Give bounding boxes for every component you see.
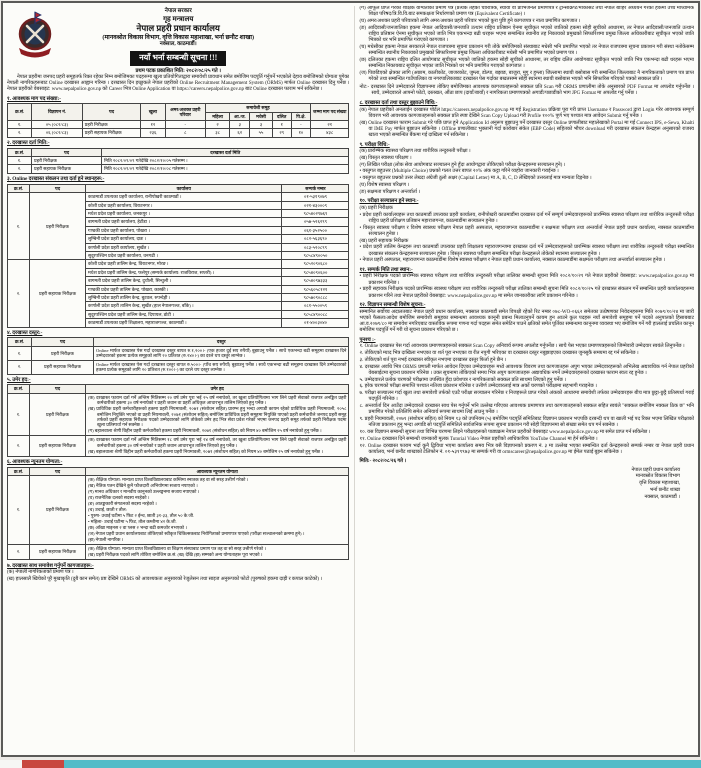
header-office-name: नेपाल प्रहरी प्रधान कार्यालय: [136, 23, 220, 34]
header-row: [8, 148, 349, 156]
section-title: २. दरखास्त दर्ता मिति:-: [7, 140, 50, 147]
cell-ad-no: ०५ (०८२/८३): [32, 121, 83, 129]
document-item: (ग) आफूले प्राप्त गरेको शैक्षिक योग्यताको प्रमाण पत्र (प्रत्येक तहको चारित्रिक, स्थायी वा प्रोभिजनल प्रमाणपत्र र ट्रान्सक्रिप्ट/मार्कसिट तथा नेपाल बाहिर अध्ययन गरेको हकमा उच्च माध्यमिक शिक्षा परिषद/त्रि.वि.वि.बाट समकक्षता निर्धारणको प्रमाण पत्र (Equivalent Certificate) ।: [359, 6, 694, 18]
col-header: क्र.सं.: [8, 148, 32, 156]
office-row: [86, 235, 348, 243]
cell-post: प्रहरी सहायक निरीक्षक: [32, 165, 102, 173]
section-title: ७. दरखास्त साथ समावेश गर्नुपर्ने कागजातहरू:-: [7, 562, 94, 569]
condition-item: (ख) बहालवाला श्रेणी विहीन प्रहरी कर्मचारीको हकमा प्रहरी नियमावली, २०७१ (संशोधन सहित) को नियम ४० बमोजिम २५ वर्ष ननाघेको हुनु पर्नेछ ।: [88, 448, 323, 454]
section-title: ९. परीक्षा विधि:-: [359, 141, 390, 148]
cell-dalit: २९: [272, 129, 291, 137]
table-row: [8, 157, 349, 165]
section-contact-date-place: [359, 267, 694, 300]
list-item: • प्रहरी सहायक निरीक्षक पदको प्रारम्भिक स्वास्थ्य परीक्षण तथा शारीरिक तन्दुरुस्ती परीक्षा तालिका सम्बन्धी सूचना मिति २०८२/१०/२५ गते दरखास्त संकलन गर्ने सम्बन्धित प्रहरी कार्यालयहरूमा प्रकाशन गरिने तथा नेपाल प्रहरीको वेबसाइट: www.nepalpolice.gov.np मा समेत जानकारीका लागि प्रकाशन गरिनेछ ।: [359, 287, 694, 299]
publish-date: प्रथम पटक प्रकाशित मिति: २०८२/०८/२५ गते ।: [135, 67, 222, 74]
cell-sn: १.: [8, 394, 30, 436]
cell-backward: १०: [291, 129, 310, 137]
postscript-item: ११. Online दरखास्त दिने सम्बन्धी जानकारी मूलक Tutorial Video नेपाल प्रहरीको आधिकारिक YouTube Channel मा हेर्न सकिनेछ ।: [359, 436, 598, 442]
office-row: [86, 294, 348, 302]
office-row: [86, 244, 348, 252]
post-group-row: [8, 193, 348, 260]
section-registration-dates: [7, 140, 349, 174]
cell-open: १२: [141, 121, 165, 129]
cell-date: मिति २०८२/०९/०९ गतेदेखि २०८२/१०/०८ गतेसम्म ।: [102, 165, 349, 173]
cell-madhesi: ५५: [250, 129, 272, 137]
cell-post: प्रहरी निरीक्षक: [82, 121, 141, 129]
header-department: (मानवश्रोत विकास विभाग, वृत्ति विकास महाशाखा, भर्ना छनौट शाखा): [102, 33, 255, 41]
col-header-qualification: आवश्यक न्यूनतम योग्यता: [196, 468, 238, 474]
table-row: [8, 121, 349, 129]
cell-phone: ९८५८४९००५०: [303, 252, 328, 258]
cell-phone: ०५७-५२६२९९: [303, 219, 327, 225]
office-row: [86, 218, 348, 226]
cell-phone: ९८५८४९००८८: [303, 311, 328, 317]
col-header-post: पद: [82, 104, 141, 121]
cell-office: कर्णाली प्रदेश प्रहरी तालिम केन्द्र, सुर्खेत (हाल नेपालगञ्ज, बाँके) ।: [86, 302, 282, 309]
list-item: (क) प्रहरी निरीक्षक: [359, 205, 393, 211]
cell-sn: २.: [8, 165, 32, 173]
header-row: [8, 104, 349, 112]
section-items: [359, 206, 694, 265]
post-group-row: [8, 394, 348, 437]
postscript-item: ८. अन्तर्वार्ता दिन आउँदा उम्मेदवारले दरखास्त साथ पेस गर्नुपर्ने भनि उल्लेख गरिएका आवश्यक प्रमाणपत्र तथा कागजातहरूको सक्कल सहित स्वयंले "सक्कल बमोजिम नक्कल ठिक छ" भनि प्रमाणित गरेको प्रतिलिपि समेत अनिवार्य रूपमा साथमा लिई आउनु पर्नेछ ।: [359, 404, 694, 416]
office-list: [86, 260, 348, 326]
cell-phone: ०१-४००३०४०: [303, 320, 327, 326]
cell-office: सुदूरपश्चिम प्रदेश प्रहरी कार्यालय, धनगढी ।: [86, 252, 282, 259]
signature-line: मानवस्रोत विकास विभाग: [635, 474, 680, 480]
cell-sn: २.: [8, 436, 30, 455]
section-title: १२. विज्ञापन सम्बन्धी विशेष सूचना:-: [359, 302, 426, 309]
document-item: (छ) दलितका हकमा राष्ट्रिय दलित आयोगबाट सूचीकृत भएको जातिको हकमा सोही सूचीको आधारमा, तर राष्ट्रिय दलित आयोगबाट सूचीकृत भएको जाति भित्र एकभन्दा बढी थरहरू भएमा सम्बन्धित निकायबाट सूचीकृत भएका जाति भित्रको थर भनि प्रमाणित गराएको कागजात ।: [359, 57, 694, 70]
col-header-sn: क्र.सं.: [8, 385, 30, 392]
age-limit-table: [7, 384, 349, 456]
col-header-inclusive-group: समावेशी समूह: [205, 104, 310, 112]
col-header-sn: क्र.सं.: [8, 468, 30, 475]
post-group-row: [8, 476, 348, 545]
list-item: (घ) विशेष स्वास्थ्य परिक्षण ।: [359, 182, 410, 188]
document-item: (ज) पिछडिएको क्षेत्रका लागि (अछाम, कालीकोट, जाजरकोट, जुम्ला, डोल्पा, बझाङ, बाजुरा, मुगु र हुम्ला) जिल्लामा स्थायी बसोबास गरी सम्बन्धित जिल्लाबाट नै नागरिकताको प्रमाण पत्र प्राप्त गरेको तथा सम्बन्धित गाउँपालिका वा नगरपालिकाबाट दरखास्त पेस गर्दाका बखतसम्म सोही स्थानमा स्थायी बसोबास भएको भनि सिफारिस गरिएको पत्रको सक्कल प्रति ।: [359, 70, 694, 83]
registration-dates-table: [7, 148, 349, 174]
table-body: [8, 394, 348, 456]
cell-sn: २.: [8, 260, 30, 326]
cell-madhesi: ३: [250, 121, 272, 129]
condition-item: (ग) बहालवाला श्रेणी विहीन प्रहरी कर्मचारीको हकमा प्रहरी नियमावली, २०७१ (संशोधन सहित) को नियम ४० बमोजिम २५ वर्ष ननाघेको हुनु पर्नेछ ।: [88, 428, 322, 434]
signature-line: नेपाल प्रहरी प्रधान कार्यालय: [631, 467, 680, 473]
cell-office: कोशी प्रदेश प्रहरी कार्यालय, विराटनगर ।: [86, 202, 282, 209]
col-subheader: दलित: [272, 112, 291, 120]
qualification-item: (घ) राजनैतिक दलको सदस्य नरहेको ।: [88, 495, 150, 501]
section-exam-method: [359, 142, 694, 196]
section-title: ८. दरखास्त दर्ता तथा दस्तुर बुझाउने विधि:-: [359, 100, 438, 107]
cell-sn: १.: [8, 476, 30, 544]
signature-line: वृत्ति विकास महाशाखा,: [639, 481, 680, 487]
strip-segment-white: [0, 760, 22, 768]
cell-office: कर्णाली प्रदेश प्रहरी कार्यालय, सुर्खेत ।: [86, 244, 282, 251]
cell-phone: ९८५४०९०६००: [303, 269, 328, 275]
header-address: नक्साल, काठमाडौं।: [159, 41, 197, 48]
office-row: [86, 311, 348, 319]
postscript-item: ६. हरेक चरणको परीक्षा समाप्ति पश्चात नतिजा प्रकाशन गरिनेछ र उत्तीर्ण उम्मेदवारलाई मात्र अर्को चरणको परीक्षामा सहभागी गराइनेछ ।: [359, 384, 597, 390]
table-row: [8, 346, 349, 360]
qualification-item: (ख) नैतिक पतन देखिने कुनै फौजदारी अभियोगमा सजाय नपाएको ।: [88, 483, 198, 489]
section-items: [359, 108, 694, 140]
strip-segment-red: [22, 760, 64, 768]
postscript-item: १०. यस विज्ञापन सम्बन्धी सूचना तथा विभिन्न चरणमा लिइने परीक्षाहरूको पाठ्यक्रम नेपाल प्रहरीको वेबसाइट www.nepalpolice.gov.np मा समेत प्राप्त गर्न सकिनेछ ।: [359, 430, 651, 436]
qualification-item: (ख) प्रहरी निरीक्षक पदको लागि तोकिए बमोजिम क्र.सं. (ख) देखि (झ) सम्मको अन्य योग्यताहरू पूरा भएको ।: [88, 552, 263, 558]
list-item: • प्रदेश प्रहरी तालिम केन्द्रहरू तथा काठमाडौं उपत्यका प्रहरी शिक्षालय महाराजगन्जमा दरखास्त दर्ता गर्ने उम्मेदवारहरूको प्रारम्भिक स्वास्थ्य परीक्षण तथा शारीरिक तन्दुरुस्ती परीक्षा सम्बन्धित दरखास्त संकलन केन्द्रहरूमा सञ्चालन हुनेछ । विस्तृत स्वास्थ्य परीक्षण सम्बन्धित परीक्षा केन्द्रहरूले तोकेको स्थानमा सञ्चालन हुनेछ ।: [359, 245, 694, 257]
cell-conditions: [86, 394, 348, 436]
note-paragraph: नोट:- दरखास्त दिने उम्मेदवारले विज्ञापनमा तोकिए बमोजिमका आवश्यक कागजातहरूको सक्कल प्रति Scan गरी ORMS प्रणालीमा तोके अनुसारको PDF Format मा अपलोड गर्नुपर्नेछ । साथै, उम्मेदवारले आफ्नो फोटो, दस्तखत, औंठा छाप (दायाँ/बायाँ) र नागरिकता प्रमाणपत्रको अगाडी/पछाडीको भाग JPG Format मा अपलोड गर्नु पर्नेछ ।: [359, 85, 694, 97]
intro-paragraph: नेपाल प्रहरीमा जनपद प्रहरी समूहतर्फ रिक्त रहेका निम्न बमोजिमका पदहरूमा खुला प्रतियोगिताद्वारा समावेशी प्रावधान समेत बमोजिम पदपूर्ति गर्नुपर्ने भएकोले देहाय बमोजिमको योग्यता पुगेका नेपाली नागरिकहरूबाट Online दरखास्त आह्वान गरिन्छ । दरखास्त दिन इच्छुकले नेपाल प्रहरीको Online Recruitment Management System (ORMS) मार्फत Online दरखास्त दिनु पर्नेछ । नेपाल प्रहरीको वेबसाइट: www.nepalpolice.gov.np को Career भित्र Online Application वा https://careers.nepalpolice.gov.np बाट Online दरखास्त फाराम भर्न सकिनेछ ।: [7, 75, 350, 93]
application-fee-table: [7, 337, 349, 374]
cell-office: गण्डकी प्रदेश प्रहरी कार्यालय, पोखरा ।: [86, 227, 282, 234]
document-list-continued: [359, 6, 694, 83]
office-row: [86, 302, 348, 310]
section-title: ५. उमेर हद:-: [7, 377, 31, 384]
document-header: [7, 6, 349, 74]
cell-office: सुदूरपश्चिम प्रदेश प्रहरी तालिम केन्द्र, दिपायल, डोटी ।: [86, 311, 282, 318]
col-subheader: आ./ज.: [230, 112, 250, 120]
col-header-post: पद: [30, 385, 86, 392]
list-item: (क) नेपाल प्रहरीको अनलाईन दरखास्त पोर्टल https://careers.nepalpolice.gov.np मा गई Registration प्रक्रिया पूरा गरी प्राप्त Username र Password द्वारा Login गरेर आवश्यक सम्पूर्ण विवरण भरी आवश्यक कागजातहरूको सक्कल प्रति स्पष्ट देखिने Scan Copy Upload गरी Profile १००% पूर्ण भए पश्चात मात्र आवेदन Submit गर्नु पर्नेछ ।: [359, 107, 694, 119]
cell-post: प्रहरी सहायक निरीक्षक: [82, 129, 141, 137]
qualification-item: (क) शैक्षिक योग्यता: मान्यता प्राप्त विश्वविद्यालय वा शिक्षण संस्थाबाट प्रमाण पत्र तह वा सो सरह उत्तीर्ण गरेको ।: [88, 546, 266, 552]
header-government: नेपाल सरकार: [164, 8, 192, 14]
document-item: (क) नेपाली नागरिकताको प्रमाण पत्र ।: [7, 569, 74, 575]
cell-sn: १.: [8, 193, 30, 259]
document-item: (घ) अमर/अशक्त प्रहरी परिवारको लागि अमर/अशक्त प्रहरी परिवार भएको कुरा पुष्टि हुने कागजपत्र र नाता प्रमाणित कागजात ।: [359, 18, 581, 24]
table-header-row: [8, 185, 348, 193]
cell-post: प्रहरी निरीक्षक: [30, 193, 86, 259]
strip-segment-teal: [64, 760, 701, 768]
office-row: [86, 252, 348, 259]
col-subheader: महिला: [205, 112, 229, 120]
col-header-ad-no: विज्ञापन नं.: [32, 104, 83, 121]
postscript-item: ९. प्रहरी नियमावली, २०७१ (संशोधन सहित) को नियम १३ को उपनियम (५) बमोजिम पदपूर्ति समितिबाट विज्ञापन प्रकाशन भएपछि दरबन्दी थप वा खाली भई पद रिक्त भएमा लिखित परीक्षाको नतिजा प्रकाशन हुनु भन्दा अगाडि सो पदपूर्ति समितिले सार्वजनिक रूपमा सूचना प्रकाशन गरी सोही विज्ञापनमा सो संख्या समेत थप गर्न सक्नेछ ।: [359, 417, 694, 429]
section-items: [359, 149, 694, 196]
cell-post: प्रहरी निरीक्षक: [32, 346, 94, 360]
cell-female: २: [205, 121, 229, 129]
post-group-row: [8, 436, 348, 455]
col-header-martyr-family: अमर/अशक्त प्रहरी परिवार: [165, 104, 205, 121]
office-row: [86, 277, 348, 285]
signature-line: भर्ना छनौट शाखा: [649, 487, 680, 493]
table-head: [8, 148, 349, 156]
section-title: पुनश्च :-: [359, 336, 376, 343]
post-group-row: [8, 260, 348, 326]
section-title: १०. परीक्षा सञ्चालन हुने स्थान:-: [359, 198, 419, 205]
section-title: ६. आवश्यक न्यूनतम योग्यता:-: [7, 459, 63, 466]
section-payment-method: [359, 100, 694, 139]
header-row: [8, 338, 349, 346]
qualification-item: (ज) नेपाल प्रहरी प्रधान कार्यालयबाट तोकिएको स्वीकृत चिकित्सकबाट निरोगिताको प्रमाणपत्र पाएको (परीक्षा सञ्चालनको क्रममा हुने) ।: [88, 531, 305, 537]
cell-phone: ९८५४०९७३३३: [303, 278, 328, 284]
cell-phone: ०१-५३१९०७९: [303, 194, 327, 200]
cell-fee: Online मार्फत दरखास्त पेस गर्दा दरखास्त दस्तुर बापत रु.५००।- (पाँच सय रुपैयाँ) बुझाउनु पर्नेछ । साथै एकभन्दा बढी समूहमा दरखास्त दिने उम्मेदवारको हकमा प्रत्येक समूहको लागि २० प्रतिशत (रु.१००।-) का दरले थप दस्तुर लाग्नेछ ।: [94, 360, 349, 374]
col-header-office: कार्यालय: [86, 185, 282, 192]
cell-ad-no: ०६ (०८२/८३): [32, 129, 83, 137]
qualification-item: (च) उचाई, छाती र तौल:: [88, 507, 127, 513]
table-body: [8, 193, 348, 327]
col-subheader: पि.क्षे.: [291, 112, 310, 120]
table-body: [8, 476, 348, 559]
cell-office: बागमती प्रदेश प्रहरी कार्यालय, हेटौंडा ।: [86, 218, 282, 225]
office-row: [86, 260, 348, 268]
cell-post: प्रहरी निरीक्षक: [30, 476, 86, 544]
section-title: ४. दरखास्त दस्तुर:-: [7, 330, 43, 337]
qualification-item: (झ) नेपाली नागरिक ।: [88, 537, 124, 543]
table-row: [8, 360, 349, 374]
condition-item: (ख) प्राविधिक प्रहरी कर्मचारीहरूको हकमा प्रहरी नियमावली, २०७१ (संशोधन सहित) प्रारम्भ हुनु भन्दा अगाडी कायम रहेको प्राविधिक प्रहरी नियमावली, २०५८ बमोजिम नियुक्ति भएको वा प्रहरी नियमावली, २०७१ (संशोधन सहित) बमोजिम प्राविधिक प्रहरी समूहमा नियुक्ति पाएको प्रहरी कर्मचारीले जनपद प्रहरी समूह तर्फको प्रहरी सहायक निरीक्षक पदको उम्मेदवारको लागि तोकेको उमेर हद भित्र सेवा प्रवेश गरेको भएमा जनपद प्रहरी समूह तर्फको प्रहरी निरीक्षक पदमा खुला प्रतिस्पर्धा गर्न सक्नेछ ।: [88, 406, 347, 428]
cell-office: कोशी प्रदेश प्रहरी तालिम केन्द्र, विराटनगर, मोरङ ।: [86, 260, 282, 267]
list-item: • वस्तुगत बहुउत्तर प्रश्नको उत्तर लेख्दा अंग्रेजी ठूलो अक्षर (Capital Letter) मा A, B, C, D लेखिएको उत्तरलाई मात्र मान्यता दिइनेछ ।: [359, 176, 592, 182]
col-header: पद: [32, 148, 102, 156]
section-collection-centers: [7, 176, 349, 327]
col-header-post: पद: [30, 468, 86, 475]
cell-office: मधेश प्रदेश प्रहरी तालिम केन्द्र, फत्तेपुर (सम्पर्क कार्यालय: राजविराज, सप्तरी) ।: [86, 269, 282, 276]
office-row: [86, 202, 348, 210]
cell-martyr: ८: [165, 129, 205, 137]
qualification-item: (क) शैक्षिक योग्यता: मान्यता प्राप्त विश्वविद्यालयबाट कम्तिमा स्नातक तह वा सो सरह उत्तीर्ण गरेको ।: [88, 477, 249, 483]
cell-total: ४३८: [311, 129, 349, 137]
col-header: दस्तुर: [94, 338, 349, 346]
table-header-row: [8, 385, 348, 393]
document-item: (ख) हालसालै खिचेको पूरै मुखाकृति (दुबै कान समेत) प्रष्ट देखिने ORMS को आवश्यकता अनुसारको रेजुलेसन तथा साइज अनुरूपको फोटो (पुरुषको हकमा दाह्री र कपाल काटेको) ।: [7, 576, 323, 582]
cell-phone: ०२१-४३०००९: [303, 202, 327, 208]
list-item: (क) प्रारम्भिक स्वास्थ्य परिक्षण तथा शारीरिक तन्दुरुस्ती परीक्षा ।: [359, 149, 471, 154]
col-header-phone: सम्पर्क नम्बर: [305, 185, 326, 191]
cell-phone: ९८५४०२९७६९: [303, 210, 328, 216]
cell-open: २३६: [141, 129, 165, 137]
section-required-documents: [7, 563, 349, 583]
qualification-item: (ङ) आतङ्ककारी संगठनको सदस्य नरहेको ।: [88, 501, 157, 507]
postscript-item: ५. उम्मेदवारले प्रत्येक चरणको परीक्षामा उपस्थित हुँदा प्रवेशपत्र र नागरिकताको सक्कल प्रति साथमा लिएको हुनु पर्नेछ ।: [359, 377, 566, 383]
office-row: [86, 286, 348, 294]
col-header-age: उमेर हद: [210, 386, 224, 392]
cell-sn: २.: [8, 129, 32, 137]
col-header-total: जम्मा माग पद संख्या: [311, 104, 349, 121]
section-title: ११. सम्पर्क मिति तथा स्थान:-: [359, 266, 413, 273]
right-column: [354, 6, 694, 752]
office-row: [86, 193, 348, 201]
qualification-item: (ग) मानव अधिकार र मानवीय कानुनको उल्लङ्घनमा सजाय नपाएको ।: [88, 489, 200, 495]
nepal-police-emblem-icon: [13, 8, 57, 62]
cell-female: ३८: [205, 129, 229, 137]
cell-post: प्रहरी निरीक्षक: [32, 157, 102, 165]
cell-phone: ०८३-५२०८९९: [303, 244, 327, 250]
table-head: [8, 338, 349, 346]
cell-phone: ०८२-५६३६९०: [303, 236, 327, 242]
office-row: [86, 319, 348, 326]
cell-adibasi: ३: [230, 121, 250, 129]
recruitment-notice-page: [1, 1, 700, 757]
cell-office: लुम्बिनी प्रदेश प्रहरी कार्यालय, दाङ ।: [86, 235, 282, 242]
col-subheader: मधेसी: [250, 112, 272, 120]
table-body: [8, 346, 349, 374]
collection-centers-table: [7, 184, 349, 328]
cell-office: लुम्बिनी प्रदेश प्रहरी तालिम केन्द्र, बुटवल, रुपन्देही ।: [86, 294, 282, 301]
section-exam-locations: [359, 198, 694, 264]
list-item: • प्रदेश प्रहरी कार्यालयहरू तथा काठमाडौं उपत्यका प्रहरी कार्यालय, रानीपोखरी काठमाडौंमा दरखास्त दर्ता गर्ने सम्पूर्ण उम्मेदवारहरूको प्रारम्भिक स्वास्थ्य परिक्षण तथा शारीरिक तन्दुरुस्ती परीक्षा राष्ट्रिय प्रहरी प्रशिक्षण प्रतिष्ठान महाराजगन्ज, काठमाडौंमा सञ्चालन हुनेछ ।: [359, 212, 694, 224]
post-group-row: [8, 545, 348, 559]
cell-office: बागमती प्रदेश प्रहरी तालिम केन्द्र, दुधौली, सिन्धुली ।: [86, 277, 282, 284]
col-header: दरखास्त दर्ता मिति: [102, 148, 349, 156]
section-postscript: [359, 337, 694, 456]
document-item: (ङ) आदिवासी/जनजातिका हकमा नेपाल आदिवासी/जनजाति उत्थान राष्ट्रिय प्रतिष्ठान ऐनमा सूचीकृत भएको जातिको हकमा सोही सूचीको आधारमा, तर नेपाल आदिवासी/जनजाति उत्थान राष्ट्रिय प्रतिष्ठान ऐनमा सूचीकृत भएको जाति भित्र एकभन्दा बढी थरहरू भएमा सम्बन्धित स्थानीय तह निकायको प्रमुखको सिफारिशमा प्रमुख जिल्ला अधिकारीबाट सूचीकृत भएको जाति भित्रको थर भनि प्रमाणित गराएको कागजात ।: [359, 25, 694, 44]
signature-block: [359, 468, 694, 501]
list-item: • प्रहरी निरीक्षक पदको प्रारम्भिक स्वास्थ्य परीक्षण तथा शारीरिक तन्दुरुस्ती परीक्षा तालिका सम्बन्धी सूचना मिति २०८२/१०/२१ गते नेपाल प्रहरीको वेबसाइट: www.nepalpolice.gov.np मा प्रकाशन गरिनेछ ।: [359, 274, 694, 286]
cell-qualifications: [86, 476, 348, 544]
col-header-open: खुला: [141, 104, 165, 121]
signature-line: नक्साल, काठमाडौं ।: [644, 494, 680, 500]
qualification-item: • महिला- उचाई घटीमा ५ फिट, तौल कम्तीमा ४२ के.जी.: [88, 519, 177, 525]
list-item: (ख) प्रहरी सहायक निरीक्षक: [359, 238, 409, 244]
header-ministry: गृह मन्त्रालय: [163, 14, 194, 23]
table-body: [8, 121, 349, 138]
cell-phone: ९८५६०५८१२१: [303, 286, 328, 292]
document-list-left: [7, 570, 349, 583]
cell-phone: ०८१-५५००५९: [303, 303, 327, 309]
minimum-qualification-table: [7, 467, 349, 560]
cell-qualifications: [86, 545, 348, 559]
list-item: • वस्तुगत बहुउत्तर (Multiple Choice) प्रश्नको गलत उत्तर बापत २०% अंक कट्टा गरिने व्यहोरा जानकारी गराईन्छ ।: [359, 169, 559, 175]
list-item: • विस्तृत स्वास्थ्य परीक्षण र विशेष स्वास्थ्य परीक्षण नेपाल प्रहरी अस्पताल, महाराजगन्ज काठमाडौंमा र सक्षमता परीक्षण तथा अन्तर्वार्ता नेपाल प्रहरी प्रधान कार्यालय, नक्साल काठमाडौंमा सञ्चालन हुनेछ ।: [359, 225, 694, 237]
section-title: ३. Online दरखास्त संकलन तथा दर्ता हुने स्थानहरू:-: [7, 176, 105, 183]
section-items: [359, 274, 694, 299]
postscript-item: ४. दरखास्त अवधि भित्र ORMS प्रणाली मार्फत आवेदन दिएका उम्मेदवारहरू मध्ये आवश्यक विवरण तथा कागजातहरू अपुग भएका उम्मेदवारहरूको अभिलेख अद्यावधिक गर्न नेपाल प्रहरीको वेबसाईटमा सूचना प्रकाशन गरिनेछ । उक्त सूचनामा तोकिएको समय भित्र अपुग कागजातहरू अद्यावधिक नगर्ने उम्मेदवारहरूको दरखास्त फाराम स्वतः रद्द हुनेछ ।: [359, 364, 694, 376]
postscript-item: १. Online दरखास्त पेस गर्दा आवश्यक प्रमाणपत्रहरूको सक्कल Scan Copy अनिवार्य रूपमा अपलोड गर्नुपर्नेछ । साथै पेस भएका प्रमाणपत्रहरूको जिम्मेवारी उम्मेदवार स्वयंले लिनुपर्नेछ ।: [359, 344, 685, 350]
cell-sn: १.: [8, 157, 32, 165]
cell-sn: १.: [8, 346, 32, 360]
section-special-notice: [359, 302, 694, 334]
qualification-item: (छ) आँखा माइनस २ वा प्लस २ भन्दा बढी कमजोर नभएको ।: [88, 525, 187, 531]
cell-sn: २.: [8, 360, 32, 374]
table-row: [8, 129, 349, 137]
special-notice-text: सम्मानित सर्वोच्च अदालतबाट नेपाल प्रहरी प्रधान कार्यालय, नक्साल काठमाडौं समेत विपक्षी रहेको रिट नम्बर ०७८-WO-०६६२ समेतका उत्प्रेषणका निवेदनहरूमा मिति २०७९/१०/२४ मा जारी भएको फैसला/आदेश बमोजिम समावेशी समूहका सम्बन्धमा आवश्यक कानूनी प्रबन्ध मिलाउनुपर्ने कायम हुन आउने कुल पदहरू नयाँ समावेशी समूहमा पर्ने पदको अनुपातको हिसाबबाट आ.व.२०७९/८० मा समावेश नगरिएबाट वास्तविक रूपमा गणना गर्दा पदहरू समेत समेटिन पाउने क्षतिको समेत पूर्तिका सम्बन्धमा कानूनमा व्यवस्था भए बमोजिम गर्ने गरी हाललाई प्रचलित कानून बमोजिम पदपूर्ति गर्ने गरी यो सूचना प्रकाशन गरिएको छ ।: [359, 309, 694, 334]
table-row: [8, 165, 349, 173]
cell-conditions: [86, 436, 348, 455]
list-item: • नेपाल प्रहरी अस्पताल, महाराजगन्ज काठमाडौंमा विशेष स्वास्थ्य परीक्षण र नेपाल प्रहरी प्रधान कार्यालय, नक्साल काठमाडौंमा सक्षमता परीक्षण तथा अन्तर्वार्ता सञ्चालन हुनेछ ।: [359, 258, 665, 264]
postscript-item: १२. Online दरखास्त फाराम भर्दा कुनै द्विविधा भएमा कार्यालय समय भित्र यसै विज्ञापनको प्रकरण नं. ३ मा उल्लेख भएका सम्बन्धित दर्ता केन्द्रहरूको सम्पर्क नम्बर वा नेपाल प्रहरी प्रधान कार्यालय, भर्ना छनौट शाखाको टेलिफोन नं. ०१-५३१९९७३ मा सम्पर्क गरी वा ormscareer@nepalpolice.gov.np मा ईमेल पठाई बुझ्न सकिनेछ ।: [359, 443, 694, 455]
cell-dalit: १: [272, 121, 291, 129]
section-application-fee: [7, 330, 349, 374]
cell-office: काठमाडौं उपत्यका प्रहरी शिक्षालय, महाराजगञ्ज, काठमाडौं ।: [86, 319, 282, 326]
cell-backward: -: [291, 121, 310, 129]
cell-adibasi: ६२: [230, 129, 250, 137]
list-item: (ङ) सक्षमता परिक्षण र अन्तर्वार्ता ।: [359, 189, 421, 195]
cell-sn: १.: [8, 121, 32, 129]
cell-office: काठमाडौं उपत्यका प्रहरी कार्यालय, रानीपोखरी काठमाडौं ।: [86, 193, 282, 200]
cell-phone: ०६१-३५२५००: [303, 227, 327, 233]
bottom-strip: [0, 760, 701, 768]
list-item: (ख) विस्तृत स्वास्थ्य परिक्षण ।: [359, 155, 412, 161]
office-row: [86, 269, 348, 277]
section-age-limit: [7, 377, 349, 457]
list-item: (ग) लिखित परीक्षा (लोक सेवा आयोगबाट सञ्चालन हुने हुँदा आयोगद्वारा तोकिएको परीक्षा केन्द्रहरूमा सञ्चालन हुने) ।: [359, 162, 566, 168]
postscript-items: [359, 344, 694, 456]
office-row: [86, 227, 348, 235]
condition-item: (क) दरखास्त फाराम दर्ता गर्ने अन्तिम मितिसम्म १८ वर्ष उमेर पूरा भई २४ वर्ष ननाघेको, तर खुला प्रतियोगितामा भाग लिने प्रहरी सेवाको राजपत्र अनङ्कित प्रहरी कर्मचारीको हकमा ३० वर्ष ननाघेको र प्रहरी जवान आधारभूत तालिम लिएको हुनु पर्नेछ ।: [88, 437, 347, 448]
section-title: १. आवश्यक माग पद संख्या:-: [7, 95, 61, 102]
cell-post: प्रहरी सहायक निरीक्षक: [30, 436, 86, 455]
qualification-item: • पुरुष- उचाई घटीमा ५ फिट २ ईन्च, छाती ३१-३३, तौल ५० के.जी.: [88, 513, 195, 519]
cell-fee: Online मार्फत दरखास्त पेस गर्दा दरखास्त दस्तुर बापत रु.१,२००।- (एक हजार दुई सय रुपैयाँ) बुझाउनु पर्नेछ । साथै एकभन्दा बढी समूहमा दरखास्त दिने उम्मेदवारको हकमा प्रत्येक समूहको लागि २० प्रतिशत (रु.२४०।-) का दरले थप दस्तुर लाग्नेछ ।: [94, 346, 349, 360]
notice-date: मिति:- २०८२/०८/२६ गते ।: [359, 458, 407, 464]
col-header: क्र.सं.: [8, 338, 32, 346]
col-header: पद: [32, 338, 94, 346]
cell-post: प्रहरी सहायक निरीक्षक: [30, 260, 86, 326]
postscript-item: ७. परीक्षा सञ्चालन गर्दा खुला तथा समावेशी तर्फको एउटै परीक्षा सञ्चालन गरिनेछ र निजहरूले प्राप्त गरेको अंकको आधारमा समावेशी तर्फका उम्मेदवारहरू बीच मात्र छुट्टा-छुट्टै प्रतिस्पर्धा गराई पदपूर्ति गरिनेछ ।: [359, 391, 694, 403]
col-header-sn: क्र.सं.: [8, 104, 32, 121]
cell-post: प्रहरी सहायक निरीक्षक: [32, 360, 94, 374]
notice-title-banner: नयाँ भर्ना सम्बन्धी सूचना !!!: [130, 51, 226, 66]
cell-martyr: -: [165, 121, 205, 129]
cell-office: गण्डकी प्रदेश प्रहरी तालिम केन्द्र, पोखरा, कास्की ।: [86, 286, 282, 293]
postscript-item: ३. तोकिएको शर्त पूरा नभई दरखास्त स्वीकृत नभएमा दरखास्त दस्तुर फिर्ता हुने छैन ।: [359, 357, 507, 363]
left-column: [7, 6, 349, 752]
table-body: [8, 157, 349, 174]
cell-post: प्रहरी निरीक्षक: [30, 394, 86, 436]
section-minimum-qualification: [7, 459, 349, 560]
cell-total: २१: [311, 121, 349, 129]
required-posts-table: [7, 103, 349, 138]
cell-post: प्रहरी सहायक निरीक्षक: [30, 545, 86, 559]
postscript-item: २. तोकिएको म्याद भित्र दाखिला नभएका वा शर्त पूरा नभएका वा रीत नपुगी भरिएका वा दरखास्त दस्तुर नबुझाइएका दरखास्त जुनसुकै समयमा रद्द गर्न सकिनेछ ।: [359, 351, 639, 357]
table-header-row: [8, 468, 348, 476]
col-header-post: पद: [30, 185, 86, 192]
cell-phone: ९८५२०९०६८०: [303, 261, 328, 267]
cell-date: मिति २०८२/०९/०९ गतेदेखि २०८२/१०/०५ गतेसम्म ।: [102, 157, 349, 165]
section-required-posts: [7, 96, 349, 138]
list-item: (ख) Online दरखास्त फाराम Submit गरे पछि प्राप्त हुने Application Id अनुरूप बुझाउनु पर्ने दरखास्त दस्तुर Online प्रणालीबाट महालेखाको Portal मा गई Connect IPS, e-Sewa, Khalti वा IME Pay मार्फत बुझाउन सकिनेछ । Offline प्रणालीबाट भुक्तानी गर्दा कारोबार संकेत (EBP Code) सहितको भौचर download गरी दरखास्त संकलन केन्द्रहरू अनुसारको राजस्व खाता भएको सम्बन्धित बैंकमा गई दाखिला गर्न सकिनेछ ।: [359, 120, 694, 138]
cell-phone: ९८५७०९०८८८: [303, 295, 328, 301]
office-list: [86, 193, 348, 259]
condition-item: (क) दरखास्त फाराम दर्ता गर्ने अन्तिम मितिसम्म २० वर्ष उमेर पूरा भई २५ वर्ष ननाघेको, तर खुला प्रतियोगितामा भाग लिने प्रहरी सेवाको राजपत्र अनङ्कित प्रहरी कर्मचारीको हकमा ३० वर्ष ननाघेको र प्रहरी जवान वा प्रहरी अधिकृत आधारभूत तालिम लिएको हुनु पर्नेछ ।: [88, 394, 347, 406]
col-header-sn: क्र.सं.: [8, 185, 30, 192]
table-head: [8, 104, 349, 121]
document-item: (च) मधेसीका हकमा नेपाल सरकारले नेपाल राजपत्रमा सूचना प्रकाशन गरी तोके बमोजिमको संस्थाबाट मधेसी भनि प्रमाणित भएको तर नेपाल राजपत्रमा सूचना प्रकाशन गरी संस्था नतोकेसम्म सम्बन्धित स्थानीय निकायको प्रमुखको सिफारिशमा प्रमुख जिल्ला अधिकारीबाट मधेसी भनि प्रमाणित भएको प्रमाण पत्र ।: [359, 44, 694, 57]
cell-sn: २.: [8, 545, 30, 559]
office-row: [86, 210, 348, 218]
cell-office: मधेश प्रदेश प्रहरी कार्यालय, जनकपुर ।: [86, 210, 282, 217]
